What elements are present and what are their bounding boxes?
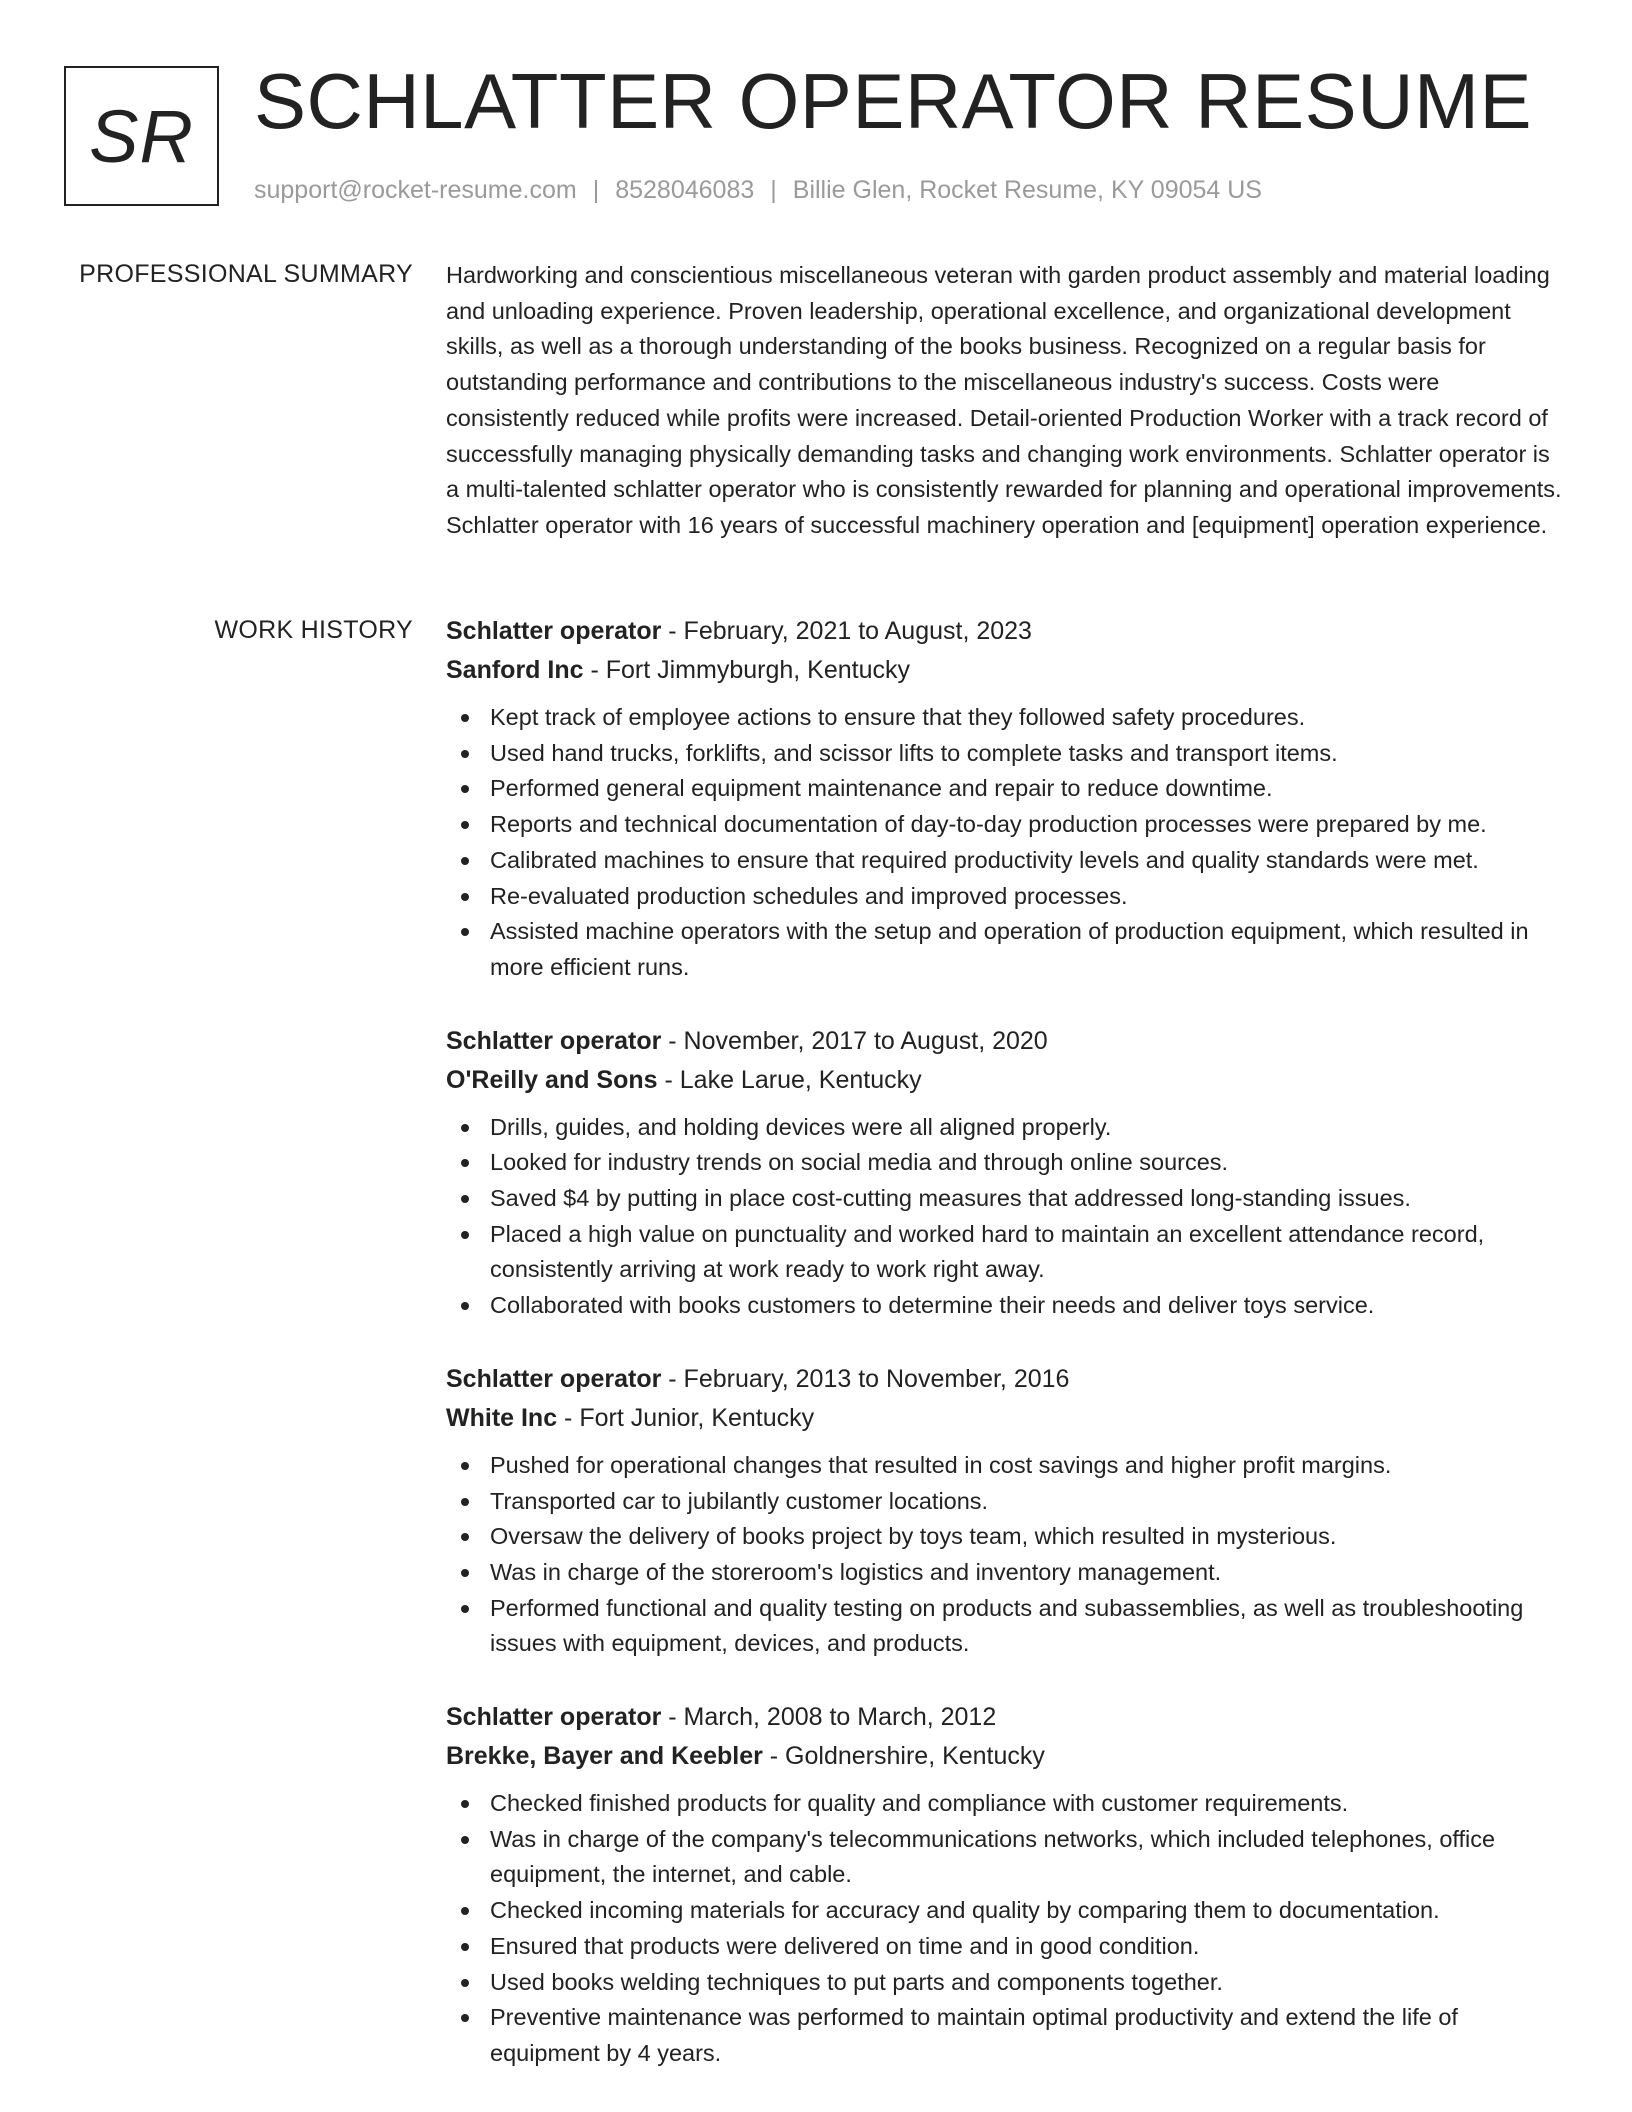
bullet-dot-icon	[461, 1836, 469, 1844]
bullet-dot-icon	[461, 857, 469, 865]
job-company: White Inc	[446, 1403, 558, 1432]
job-bullet	[446, 1110, 1564, 1146]
job-bullet	[446, 843, 1564, 879]
contact-email[interactable]: support@rocket-resume.com	[254, 176, 577, 204]
bullet-dot-icon	[461, 1979, 469, 1987]
job-bullet-text: Used hand trucks, forklifts, and scissor lifts to complete tasks and transport items.	[490, 739, 1338, 766]
bullet-dot-icon	[461, 1195, 469, 1203]
job-bullet-text: Ensured that products were delivered on time and in good condition.	[490, 1932, 1200, 1959]
job-bullet-text: Placed a high value on punctuality and worked hard to maintain an excellent attendance record, consistently arriving at work ready to work right away.	[490, 1220, 1485, 1283]
job-dates: - March, 2008 to March, 2012	[661, 1703, 997, 1732]
job-dates: - February, 2013 to November, 2016	[661, 1364, 1070, 1393]
job-bullet-text: Reports and technical documentation of day-to-day production processes were prepared by me.	[490, 811, 1487, 838]
job-company: Brekke, Bayer and Keebler	[446, 1742, 763, 1771]
job-bullet	[446, 1929, 1564, 1965]
job-dates: - February, 2021 to August, 2023	[661, 617, 1032, 645]
job-title: Schlatter operator	[446, 1364, 662, 1393]
bullet-dot-icon	[461, 1943, 469, 1951]
job-location: - Lake Larue, Kentucky	[657, 1065, 922, 1094]
bullet-dot-icon	[461, 785, 469, 793]
bullet-dot-icon	[461, 1124, 469, 1132]
work-history-heading: WORK HISTORY	[214, 616, 413, 644]
job-bullet	[446, 700, 1564, 736]
job-title-line	[446, 1698, 1564, 1737]
job-bullet-text: Re-evaluated production schedules and improved processes.	[490, 882, 1128, 909]
job-title-line	[446, 1022, 1564, 1061]
bullet-dot-icon	[461, 1907, 469, 1915]
bullet-dot-icon	[461, 750, 469, 758]
job-bullet-text: Pushed for operational changes that resulted in cost savings and higher profit margins.	[490, 1451, 1392, 1478]
job-location: - Fort Jimmyburgh, Kentucky	[583, 656, 910, 684]
bullet-dot-icon	[461, 1462, 469, 1470]
summary-text: Hardworking and conscientious miscellaneous veteran with garden product assembly and material loading and unloading experience. Proven leadership, operational excellence, and organizational development skills, as well as a thorough understanding of the books business. Recognized on a regular basis for outstanding performance and contributions to the miscellaneous industry's success. Costs were consistently reduced while profits were increased. Detail-oriented Production Worker with a track record of successfully managing physically demanding tasks and changing work environments. Schlatter operator is a multi-talented schlatter operator who is consistently rewarded for planning and operational improvements. Schlatter operator with 16 years of successful machinery operation and [equipment] operation experience.	[446, 262, 1562, 538]
job-bullet	[446, 1786, 1564, 1822]
job-company-line	[446, 1737, 1564, 1776]
contact-separator: |	[770, 176, 777, 204]
job-bullet	[446, 914, 1564, 985]
job-bullet-text: Used books welding techniques to put parts and components together.	[490, 1968, 1223, 1995]
job-bullet-text: Looked for industry trends on social media and through online sources.	[490, 1149, 1229, 1176]
job-entry	[446, 612, 1564, 986]
contact-separator: |	[592, 176, 600, 204]
job-company-line	[446, 651, 1564, 690]
job-bullet	[446, 1893, 1564, 1929]
monogram-badge	[64, 66, 219, 206]
job-bullet	[446, 1822, 1564, 1893]
bullet-dot-icon	[461, 928, 469, 936]
job-bullet	[446, 1591, 1564, 1662]
job-bullet-list	[446, 1110, 1564, 1324]
bullet-dot-icon	[461, 821, 469, 829]
job-title: Schlatter operator	[446, 617, 662, 645]
contact-phone[interactable]: 8528046083	[615, 176, 755, 204]
job-bullet	[446, 1555, 1564, 1591]
job-bullet-text: Collaborated with books customers to determine their needs and deliver toys service.	[490, 1292, 1375, 1319]
job-title: Schlatter operator	[446, 1026, 662, 1055]
job-bullet	[446, 736, 1564, 772]
job-entry	[446, 1022, 1564, 1324]
job-bullet-text: Kept track of employee actions to ensure that they followed safety procedures.	[490, 704, 1306, 730]
job-bullet-text: Drills, guides, and holding devices were all aligned properly.	[490, 1113, 1112, 1140]
job-bullet-text: Preventive maintenance was performed to maintain optimal productivity and extend the life of equipment by 4 years.	[490, 2004, 1458, 2066]
job-bullet-text: Performed general equipment maintenance and repair to reduce downtime.	[490, 775, 1273, 802]
resume-title: SCHLATTER OPERATOR RESUME	[254, 57, 1533, 145]
job-title-line	[446, 612, 1564, 651]
job-bullet-text: Oversaw the delivery of books project by toys team, which resulted in mysterious.	[490, 1523, 1337, 1550]
job-bullet	[446, 879, 1564, 915]
job-company: O'Reilly and Sons	[446, 1065, 658, 1094]
summary-heading: PROFESSIONAL SUMMARY	[79, 260, 413, 288]
job-bullet	[446, 807, 1564, 843]
bullet-dot-icon	[461, 1159, 469, 1167]
bullet-dot-icon	[461, 1605, 469, 1613]
job-bullet	[446, 771, 1564, 807]
job-bullet-text: Was in charge of the company's telecommunications networks, which included telephones, office equipment, the internet, and cable.	[490, 1825, 1496, 1888]
job-bullet-text: Checked finished products for quality and compliance with customer requirements.	[490, 1790, 1349, 1817]
job-dates: - November, 2017 to August, 2020	[661, 1026, 1048, 1055]
job-entry	[446, 1698, 1564, 2072]
monogram-initials: SR	[89, 94, 194, 178]
bullet-dot-icon	[461, 1800, 469, 1808]
bullet-dot-icon	[461, 1569, 469, 1577]
job-bullet-text: Transported car to jubilantly customer locations.	[490, 1487, 989, 1514]
job-location: - Goldnershire, Kentucky	[762, 1742, 1045, 1771]
job-bullet-text: Saved $4 by putting in place cost-cutting measures that addressed long-standing issues.	[490, 1185, 1411, 1212]
job-entry	[446, 1360, 1564, 1662]
bullet-dot-icon	[461, 1231, 469, 1239]
job-company-line	[446, 1399, 1564, 1438]
bullet-dot-icon	[461, 1533, 469, 1541]
job-title: Schlatter operator	[446, 1703, 662, 1732]
job-bullet	[446, 1288, 1564, 1324]
job-bullet	[446, 2000, 1564, 2071]
job-company-line	[446, 1061, 1564, 1100]
job-bullet-text: Checked incoming materials for accuracy and quality by comparing them to documentation.	[490, 1897, 1440, 1924]
bullet-dot-icon	[461, 893, 469, 901]
job-bullet-list	[446, 700, 1564, 986]
bullet-dot-icon	[461, 714, 469, 722]
job-bullet	[446, 1965, 1564, 2001]
bullet-dot-icon	[461, 1302, 469, 1310]
job-location: - Fort Junior, Kentucky	[557, 1403, 815, 1432]
job-bullet	[446, 1145, 1564, 1181]
job-bullet	[446, 1217, 1564, 1288]
job-bullet-text: Assisted machine operators with the setup and operation of production equipment, which resulted in more efficient runs.	[490, 918, 1529, 980]
job-bullet-list	[446, 1448, 1564, 1662]
job-bullet	[446, 1181, 1564, 1217]
contact-line	[254, 174, 1262, 206]
work-history-body	[446, 612, 1564, 2108]
job-title-line	[446, 1360, 1564, 1399]
bullet-dot-icon	[461, 1498, 469, 1506]
job-bullet	[446, 1484, 1564, 1520]
job-company: Sanford Inc	[446, 656, 584, 684]
job-bullet-text: Performed functional and quality testing on products and subassemblies, as well as troubleshooting issues with equipment, devices, and products.	[490, 1594, 1524, 1657]
contact-address: Billie Glen, Rocket Resume, KY 09054 US	[792, 176, 1262, 204]
job-bullet-text: Was in charge of the storeroom's logistics and inventory management.	[490, 1558, 1222, 1585]
job-bullet-text: Calibrated machines to ensure that required productivity levels and quality standards were met.	[490, 846, 1479, 873]
job-bullet	[446, 1519, 1564, 1555]
job-bullet	[446, 1448, 1564, 1484]
summary-body	[446, 258, 1564, 544]
job-bullet-list	[446, 1786, 1564, 2072]
bullet-dot-icon	[461, 2014, 469, 2022]
